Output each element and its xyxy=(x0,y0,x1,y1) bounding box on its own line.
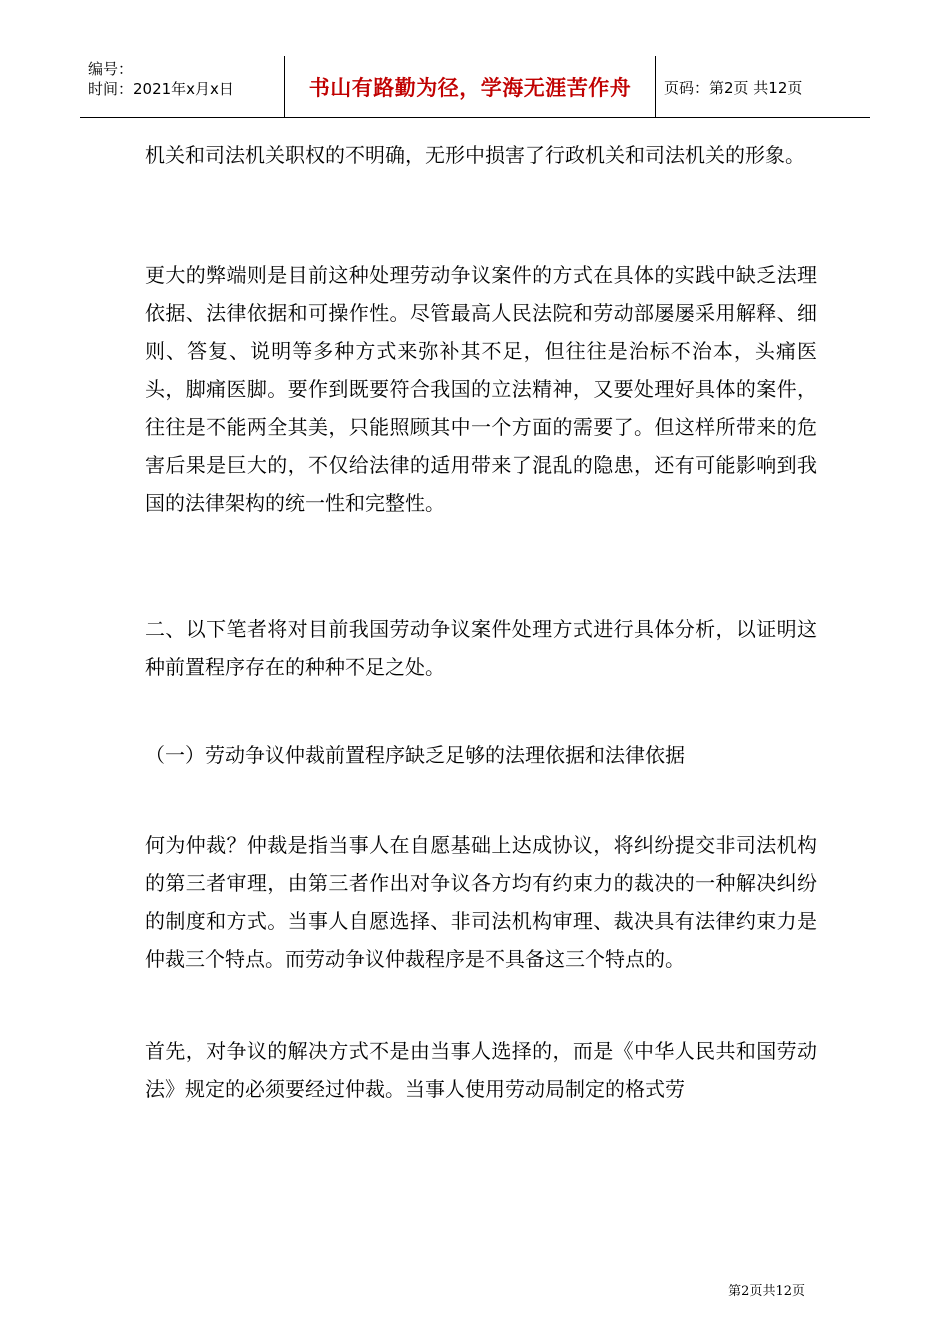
subsection-heading-1: （一）劳动争议仲裁前置程序缺乏足够的法理依据和法律依据 xyxy=(145,743,685,767)
document-number-label: 编号： xyxy=(88,60,134,78)
paragraph-4: 首先，对争议的解决方式不是由当事人选择的，而是《中华人民共和国劳动法》规定的必须要经过仲裁。当事人使用劳动局制定的格式劳 xyxy=(145,1039,817,1101)
document-time-label: 时间：2021年x月x日 xyxy=(88,80,234,98)
paragraph-1: 机关和司法机关职权的不明确，无形中损害了行政机关和司法机关的形象。 xyxy=(145,143,805,167)
section-heading-2: 二、以下笔者将对目前我国劳动争议案件处理方式进行具体分析，以证明这种前置程序存在的种种不足之处。 xyxy=(145,617,817,679)
header-meta xyxy=(80,56,284,118)
header-page-info: 页码：第2页 共12页 xyxy=(664,78,803,97)
paragraph-3: 何为仲裁？仲裁是指当事人在自愿基础上达成协议，将纠纷提交非司法机构的第三者审理，由第三者作出对争议各方均有约束力的裁决的一种解决纠纷的制度和方式。当事人自愿选择、非司法机构审理、裁决具有法律约束力是仲裁三个特点。而劳动争议仲裁程序是不具备这三个特点的。 xyxy=(145,833,817,971)
paragraph-2: 更大的弊端则是目前这种处理劳动争议案件的方式在具体的实践中缺乏法理依据、法律依据和可操作性。尽管最高人民法院和劳动部屡屡采用解释、细则、答复、说明等多种方式来弥补其不足，但往往是治标不治本，头痛医头，脚痛医脚。要作到既要符合我国的立法精神，又要处理好具体的案件，往往是不能两全其美，只能照顾其中一个方面的需要了。但这样所带来的危害后果是巨大的，不仅给法律的适用带来了混乱的隐患，还有可能影响到我国的法律架构的统一性和完整性。 xyxy=(145,263,817,515)
header-motto: 书山有路勤为径，学海无涯苦作舟 xyxy=(284,56,656,118)
page-header xyxy=(80,56,870,118)
page-footer: 第2页共12页 xyxy=(728,1284,805,1299)
document-body xyxy=(145,118,817,1108)
